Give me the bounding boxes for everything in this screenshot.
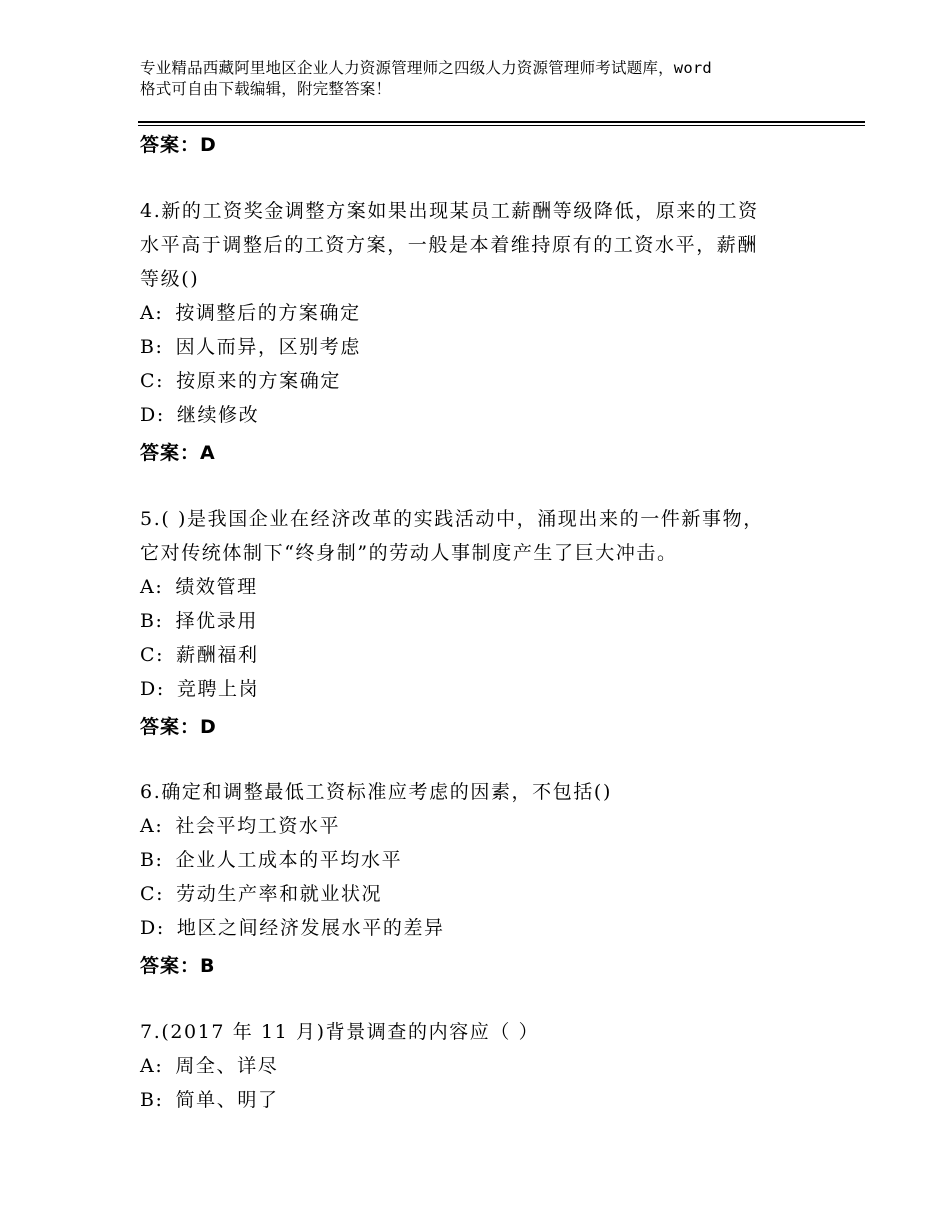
document-header	[140, 58, 830, 100]
answer-4: 答案：A	[140, 442, 216, 464]
question-4	[140, 194, 830, 432]
option-text: 绩效管理	[175, 576, 258, 598]
answer-5: 答案：D	[140, 716, 217, 738]
header-line-2: 格式可自由下载编辑，附完整答案！	[140, 80, 392, 98]
option-key: B:	[140, 336, 164, 358]
question-stem-line: 6.确定和调整最低工资标准应考虑的因素，不包括()	[140, 781, 612, 803]
option-text: 周全、详尽	[175, 1055, 279, 1077]
option-key: A:	[140, 302, 164, 324]
option-d	[140, 911, 830, 945]
question-7	[140, 1015, 830, 1117]
option-key: B:	[140, 610, 164, 632]
header-line-1: 专业精品西藏阿里地区企业人力资源管理师之四级人力资源管理师考试题库，word	[140, 59, 712, 77]
option-b	[140, 1083, 830, 1117]
option-text: 简单、明了	[175, 1089, 279, 1111]
option-key: C:	[140, 370, 165, 392]
option-d	[140, 672, 830, 706]
option-text: 地区之间经济发展水平的差异	[176, 917, 445, 939]
answer-previous: 答案：D	[140, 134, 217, 156]
option-b	[140, 843, 830, 877]
option-a	[140, 570, 830, 604]
option-a	[140, 809, 830, 843]
option-text: 企业人工成本的平均水平	[175, 849, 403, 871]
option-text: 劳动生产率和就业状况	[176, 883, 383, 905]
option-d	[140, 398, 830, 432]
option-key: C:	[140, 883, 165, 905]
option-c	[140, 638, 830, 672]
option-text: 继续修改	[176, 404, 260, 426]
option-text: 按原来的方案确定	[176, 370, 341, 392]
question-5	[140, 502, 830, 706]
question-stem-line: 等级()	[140, 268, 200, 290]
option-text: 择优录用	[175, 610, 258, 632]
option-c	[140, 877, 830, 911]
option-key: D:	[140, 404, 165, 426]
option-key: A:	[140, 576, 164, 598]
option-text: 竞聘上岗	[176, 678, 260, 700]
option-text: 薪酬福利	[176, 644, 259, 666]
question-stem-line: 4.新的工资奖金调整方案如果出现某员工薪酬等级降低，原来的工资	[140, 200, 759, 222]
question-stem-line: 它对传统体制下“终身制”的劳动人事制度产生了巨大冲击。	[140, 542, 678, 564]
option-key: C:	[140, 644, 165, 666]
option-a	[140, 1049, 830, 1083]
option-a	[140, 296, 830, 330]
option-key: D:	[140, 917, 165, 939]
option-key: B:	[140, 1089, 164, 1111]
question-stem-line: 7.(2017 年 11 月)背景调查的内容应（ ）	[140, 1021, 540, 1043]
option-key: B:	[140, 849, 164, 871]
option-b	[140, 604, 830, 638]
option-b	[140, 330, 830, 364]
header-rule-thick	[138, 121, 865, 123]
option-text: 因人而异，区别考虑	[175, 336, 361, 358]
option-text: 社会平均工资水平	[175, 815, 341, 837]
option-text: 按调整后的方案确定	[175, 302, 361, 324]
question-stem-line: 水平高于调整后的工资方案，一般是本着维持原有的工资水平，薪酬	[140, 234, 759, 256]
header-rule-thin	[138, 125, 865, 126]
option-key: A:	[140, 815, 164, 837]
option-key: D:	[140, 678, 165, 700]
question-6	[140, 775, 830, 945]
question-stem-line: 5.( )是我国企业在经济改革的实践活动中，涌现出来的一件新事物，	[140, 508, 764, 530]
option-c	[140, 364, 830, 398]
option-key: A:	[140, 1055, 164, 1077]
answer-6: 答案：B	[140, 955, 216, 977]
